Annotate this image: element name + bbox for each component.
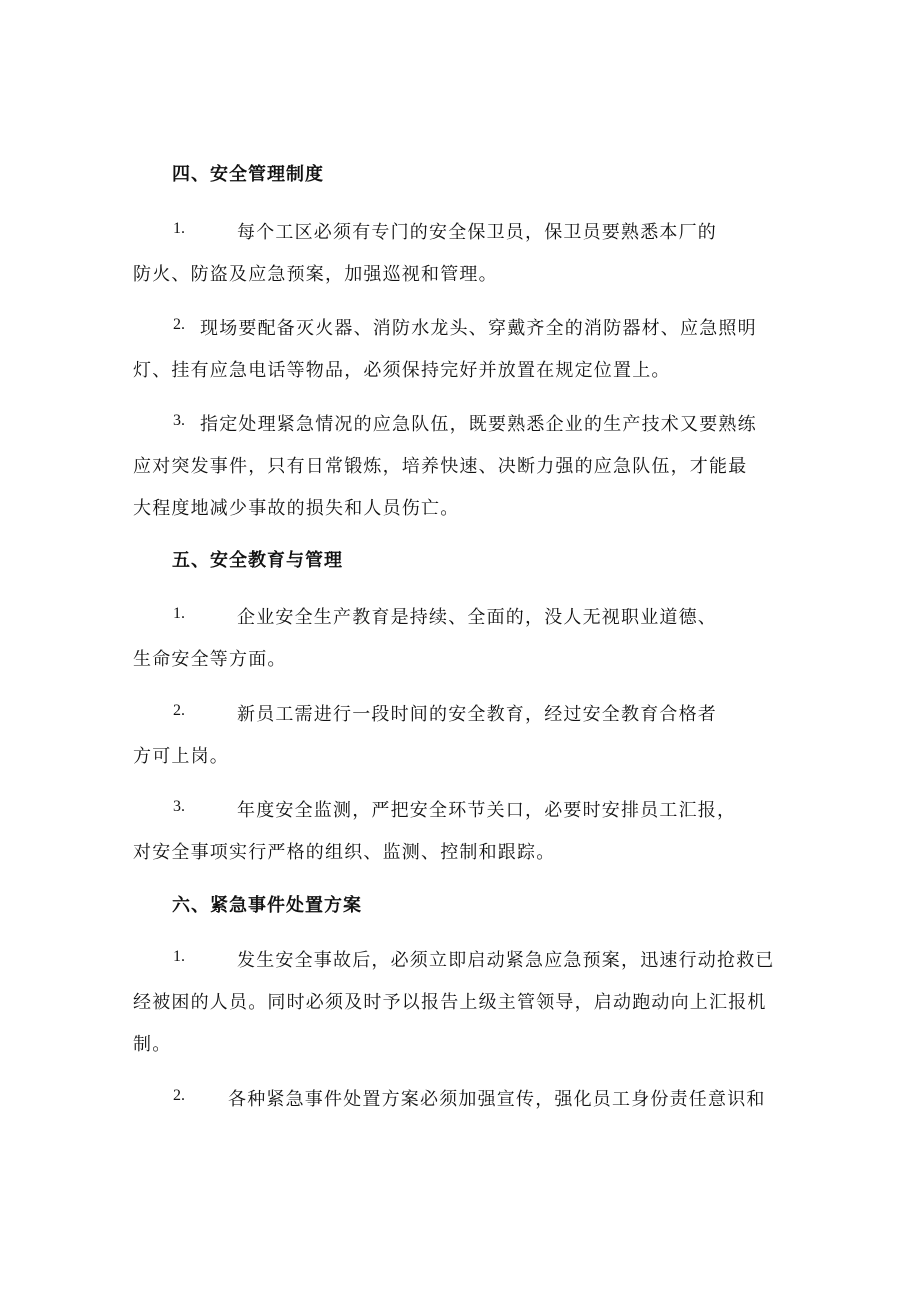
item-line: 灯、挂有应急电话等物品，必须保持完好并放置在规定位置上。	[133, 360, 671, 381]
section-heading: 四、安全管理制度	[172, 164, 324, 185]
item-number: 2.	[173, 1087, 185, 1104]
item-line: 企业安全生产教育是持续、全面的，没人无视职业道德、	[237, 607, 717, 628]
item-line: 各种紧急事件处置方案必须加强宣传，强化员工身份责任意识和	[228, 1089, 766, 1110]
item-line: 防火、防盗及应急预案，加强巡视和管理。	[133, 264, 498, 285]
item-number: 2.	[173, 316, 185, 333]
item-line: 大程度地减少事故的损失和人员伤亡。	[133, 498, 460, 519]
item-line: 发生安全事故后，必须立即启动紧急应急预案，迅速行动抢救已	[237, 950, 775, 971]
item-line: 新员工需进行一段时间的安全教育，经过安全教育合格者	[237, 704, 717, 725]
item-line: 对安全事项实行严格的组织、监测、控制和跟踪。	[133, 842, 556, 863]
item-line: 应对突发事件，只有日常锻炼，培养快速、决断力强的应急队伍，才能最	[133, 456, 748, 477]
item-number: 2.	[173, 702, 185, 719]
item-line: 生命安全等方面。	[133, 649, 287, 670]
item-line: 指定处理紧急情况的应急队伍，既要熟悉企业的生产技术又要熟练	[200, 414, 757, 435]
item-line: 现场要配备灭火器、消防水龙头、穿戴齐全的消防器材、应急照明	[200, 318, 757, 339]
item-number: 1.	[173, 220, 185, 237]
item-line: 年度安全监测，严把安全环节关口，必要时安排员工汇报，	[237, 800, 737, 821]
item-number: 1.	[173, 605, 185, 622]
item-number: 3.	[173, 798, 185, 815]
item-number: 1.	[173, 948, 185, 965]
item-line: 方可上岗。	[133, 746, 229, 767]
item-line: 每个工区必须有专门的安全保卫员，保卫员要熟悉本厂的	[237, 222, 717, 243]
item-number: 3.	[173, 412, 185, 429]
item-line: 制。	[133, 1034, 172, 1055]
section-heading: 六、紧急事件处置方案	[172, 895, 362, 916]
item-line: 经被困的人员。同时必须及时予以报告上级主管领导，启动跑动向上汇报机	[133, 992, 767, 1013]
section-heading: 五、安全教育与管理	[172, 550, 343, 571]
